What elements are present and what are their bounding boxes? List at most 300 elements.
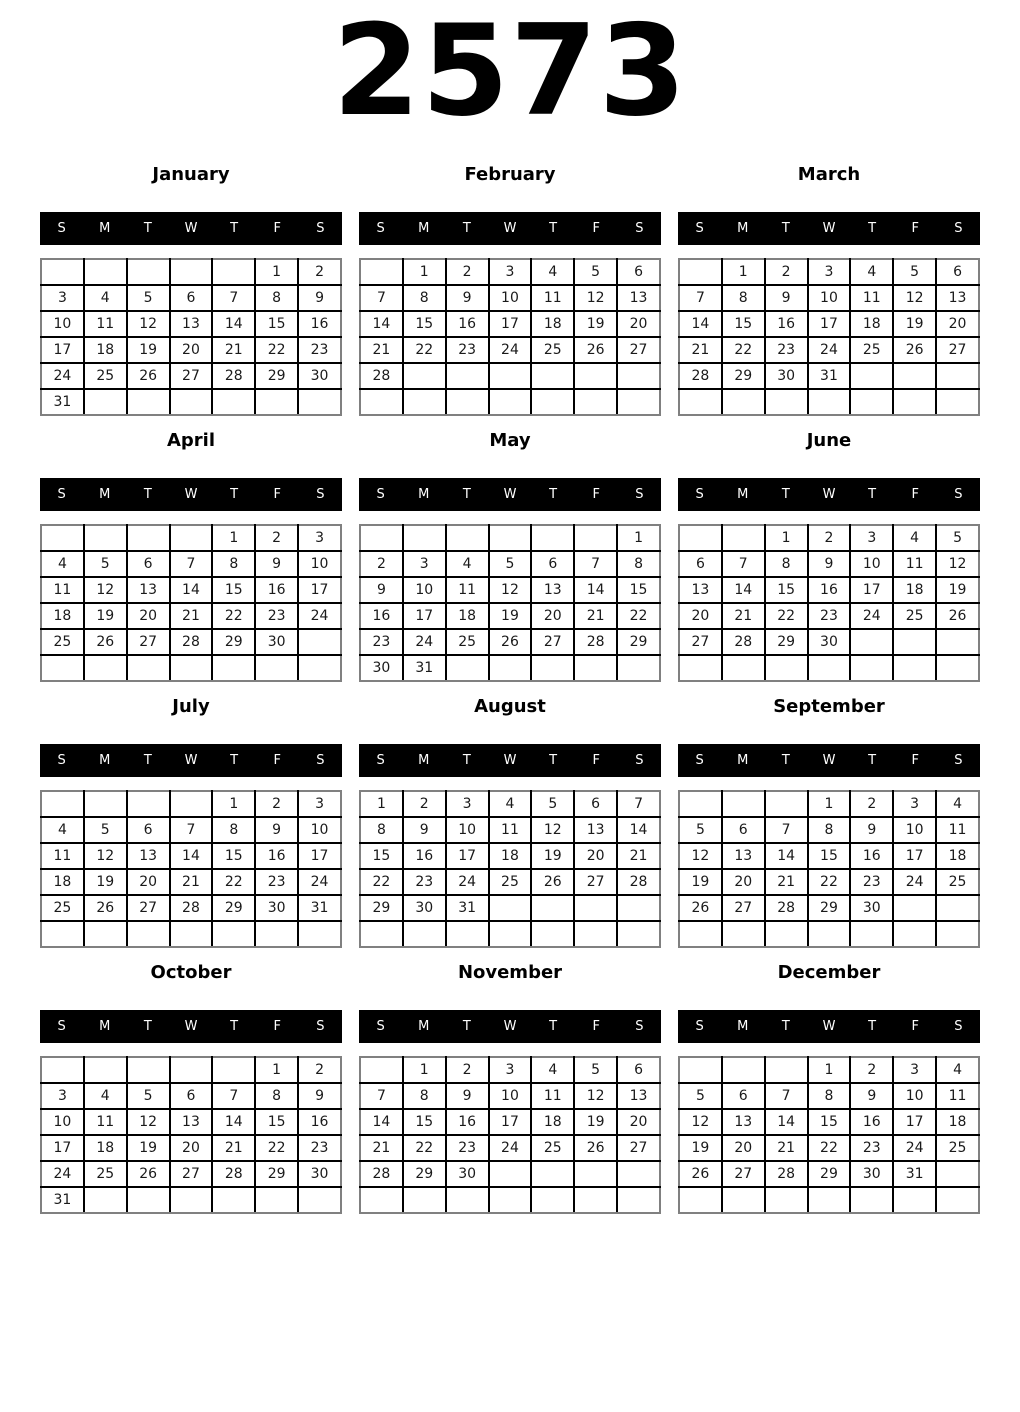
date-cell: 8	[765, 551, 808, 577]
weekday-label: M	[99, 1019, 111, 1034]
weekday-header	[359, 478, 661, 511]
date-cell: 9	[255, 817, 298, 843]
month-title: March	[797, 164, 861, 185]
date-cell: 12	[127, 311, 170, 337]
weekday-label: T	[462, 753, 471, 768]
weekday-label: F	[273, 487, 282, 502]
empty-date-cell	[574, 921, 617, 947]
weekday-label: S	[695, 753, 704, 768]
date-cell: 12	[893, 285, 936, 311]
empty-date-cell	[765, 1187, 808, 1213]
date-cell: 7	[722, 551, 765, 577]
date-cell: 12	[127, 1109, 170, 1135]
date-cell: 10	[41, 311, 84, 337]
date-cell: 4	[84, 285, 127, 311]
date-cell: 21	[617, 843, 660, 869]
date-cell: 1	[403, 1057, 446, 1083]
weekday-label: T	[143, 221, 152, 236]
date-cell: 27	[127, 895, 170, 921]
date-cell: 14	[360, 311, 403, 337]
date-cell: 7	[765, 817, 808, 843]
date-cell: 3	[298, 791, 341, 817]
empty-date-cell	[936, 655, 979, 681]
weekday-label: W	[503, 753, 517, 768]
date-cell: 14	[360, 1109, 403, 1135]
weekday-label: S	[954, 221, 963, 236]
week-row	[679, 1187, 979, 1213]
date-cell: 29	[765, 629, 808, 655]
empty-date-cell	[41, 1057, 84, 1083]
empty-date-cell	[41, 259, 84, 285]
empty-date-cell	[679, 921, 722, 947]
date-cell: 24	[808, 337, 851, 363]
date-cell: 19	[574, 311, 617, 337]
date-cell: 28	[212, 1161, 255, 1187]
date-cell: 22	[212, 869, 255, 895]
month-title: July	[172, 696, 210, 717]
empty-date-cell	[170, 259, 213, 285]
date-cell: 18	[936, 1109, 979, 1135]
date-cell: 6	[936, 259, 979, 285]
date-cell: 12	[84, 843, 127, 869]
month-title: October	[150, 962, 232, 983]
empty-date-cell	[893, 895, 936, 921]
month-block	[359, 164, 661, 416]
date-cell: 9	[255, 551, 298, 577]
date-cell: 10	[298, 817, 341, 843]
date-cell: 28	[765, 895, 808, 921]
empty-date-cell	[403, 1187, 446, 1213]
date-cell: 18	[41, 603, 84, 629]
week-row	[360, 1187, 660, 1213]
empty-date-cell	[360, 1187, 403, 1213]
date-cell: 19	[489, 603, 532, 629]
week-row	[41, 655, 341, 681]
date-cell: 21	[170, 603, 213, 629]
weekday-label: W	[503, 221, 517, 236]
date-cell: 19	[127, 1135, 170, 1161]
empty-date-cell	[127, 259, 170, 285]
date-cell: 4	[41, 817, 84, 843]
date-cell: 18	[850, 311, 893, 337]
date-cell: 16	[446, 311, 489, 337]
date-cell: 6	[531, 551, 574, 577]
date-cell: 23	[403, 869, 446, 895]
date-cell: 1	[722, 259, 765, 285]
month-block	[678, 696, 980, 948]
date-cell: 11	[84, 1109, 127, 1135]
date-cell: 17	[489, 1109, 532, 1135]
date-cell: 14	[170, 577, 213, 603]
empty-date-cell	[212, 1187, 255, 1213]
date-cell: 19	[84, 869, 127, 895]
empty-date-cell	[617, 1187, 660, 1213]
date-cell: 18	[936, 843, 979, 869]
weekday-label: S	[57, 221, 66, 236]
weekday-label: W	[184, 1019, 198, 1034]
empty-date-cell	[446, 655, 489, 681]
empty-date-cell	[84, 1187, 127, 1213]
weekday-label: T	[230, 487, 239, 502]
date-cell: 8	[212, 551, 255, 577]
week-row	[360, 1161, 660, 1187]
empty-date-cell	[212, 389, 255, 415]
date-cell: 19	[679, 1135, 722, 1161]
date-cell: 9	[808, 551, 851, 577]
week-row	[360, 285, 660, 311]
date-cell: 4	[531, 1057, 574, 1083]
week-row	[360, 629, 660, 655]
date-cell: 8	[403, 285, 446, 311]
weekday-label: W	[822, 221, 836, 236]
date-cell: 21	[212, 337, 255, 363]
date-cell: 20	[531, 603, 574, 629]
date-cell: 3	[446, 791, 489, 817]
date-cell: 12	[489, 577, 532, 603]
date-cell: 23	[255, 603, 298, 629]
date-cell: 15	[808, 843, 851, 869]
date-cell: 24	[850, 603, 893, 629]
empty-date-cell	[850, 389, 893, 415]
date-cell: 12	[531, 817, 574, 843]
date-cell: 25	[531, 1135, 574, 1161]
week-row	[679, 1161, 979, 1187]
weekday-label: S	[57, 487, 66, 502]
weekday-label: W	[503, 487, 517, 502]
date-cell: 3	[893, 791, 936, 817]
date-cell: 19	[936, 577, 979, 603]
date-cell: 26	[574, 337, 617, 363]
weekday-label: T	[781, 1019, 790, 1034]
date-cell: 25	[84, 363, 127, 389]
date-cell: 19	[893, 311, 936, 337]
weekday-label: S	[954, 487, 963, 502]
empty-date-cell	[298, 1187, 341, 1213]
date-cell: 16	[765, 311, 808, 337]
date-cell: 21	[722, 603, 765, 629]
empty-date-cell	[722, 389, 765, 415]
empty-date-cell	[850, 363, 893, 389]
date-cell: 30	[360, 655, 403, 681]
weekday-label: T	[868, 221, 877, 236]
date-cell: 30	[255, 895, 298, 921]
months-grid	[0, 164, 1020, 1214]
empty-date-cell	[41, 921, 84, 947]
weekday-label: M	[737, 487, 749, 502]
empty-date-cell	[574, 655, 617, 681]
empty-date-cell	[489, 921, 532, 947]
weekday-label: S	[376, 753, 385, 768]
week-row	[41, 363, 341, 389]
week-row	[41, 921, 341, 947]
week-row	[679, 259, 979, 285]
week-row	[41, 817, 341, 843]
date-cell: 16	[298, 311, 341, 337]
date-cell: 20	[936, 311, 979, 337]
date-cell: 24	[446, 869, 489, 895]
date-cell: 3	[298, 525, 341, 551]
date-cell: 23	[298, 337, 341, 363]
month-title: May	[489, 430, 531, 451]
date-cell: 21	[679, 337, 722, 363]
date-cell: 15	[360, 843, 403, 869]
week-row	[360, 1109, 660, 1135]
date-cell: 14	[212, 311, 255, 337]
empty-date-cell	[893, 629, 936, 655]
date-cell: 21	[360, 337, 403, 363]
date-cell: 12	[574, 285, 617, 311]
weekday-label: S	[695, 1019, 704, 1034]
date-cell: 29	[808, 895, 851, 921]
date-cell: 7	[212, 285, 255, 311]
date-cell: 7	[170, 817, 213, 843]
date-cell: 20	[574, 843, 617, 869]
empty-date-cell	[170, 389, 213, 415]
date-cell: 1	[403, 259, 446, 285]
week-row	[41, 1135, 341, 1161]
date-cell: 30	[850, 895, 893, 921]
date-cell: 27	[127, 629, 170, 655]
week-row	[679, 337, 979, 363]
empty-date-cell	[489, 389, 532, 415]
empty-date-cell	[893, 389, 936, 415]
empty-date-cell	[403, 363, 446, 389]
empty-date-cell	[850, 921, 893, 947]
empty-date-cell	[298, 389, 341, 415]
empty-date-cell	[360, 389, 403, 415]
date-cell: 5	[679, 1083, 722, 1109]
month-title: November	[457, 962, 563, 983]
date-cell: 10	[489, 1083, 532, 1109]
empty-date-cell	[446, 1187, 489, 1213]
empty-date-cell	[127, 525, 170, 551]
empty-date-cell	[298, 629, 341, 655]
date-cell: 22	[255, 1135, 298, 1161]
date-cell: 11	[531, 285, 574, 311]
date-cell: 3	[403, 551, 446, 577]
week-row	[41, 337, 341, 363]
date-cell: 15	[403, 311, 446, 337]
empty-date-cell	[722, 921, 765, 947]
date-cell: 1	[255, 259, 298, 285]
weekday-label: T	[143, 487, 152, 502]
weekday-label: S	[376, 487, 385, 502]
date-cell: 7	[617, 791, 660, 817]
date-cell: 4	[936, 791, 979, 817]
date-grid	[40, 790, 342, 948]
date-cell: 17	[850, 577, 893, 603]
date-cell: 25	[84, 1161, 127, 1187]
week-row	[360, 791, 660, 817]
date-cell: 29	[212, 629, 255, 655]
date-cell: 13	[679, 577, 722, 603]
empty-date-cell	[170, 1057, 213, 1083]
date-cell: 8	[808, 817, 851, 843]
date-cell: 17	[446, 843, 489, 869]
month-block	[678, 962, 980, 1214]
date-cell: 13	[722, 843, 765, 869]
empty-date-cell	[212, 259, 255, 285]
empty-date-cell	[446, 363, 489, 389]
date-cell: 3	[808, 259, 851, 285]
date-cell: 16	[360, 603, 403, 629]
weekday-header	[40, 478, 342, 511]
weekday-header	[678, 1010, 980, 1043]
date-cell: 27	[617, 337, 660, 363]
date-grid	[678, 258, 980, 416]
date-cell: 31	[403, 655, 446, 681]
empty-date-cell	[298, 921, 341, 947]
date-cell: 22	[255, 337, 298, 363]
date-cell: 5	[936, 525, 979, 551]
weekday-label: T	[462, 487, 471, 502]
weekday-label: T	[549, 487, 558, 502]
week-row	[41, 525, 341, 551]
empty-date-cell	[679, 1187, 722, 1213]
date-cell: 5	[679, 817, 722, 843]
empty-date-cell	[936, 895, 979, 921]
date-cell: 9	[765, 285, 808, 311]
empty-date-cell	[84, 389, 127, 415]
weekday-label: T	[230, 753, 239, 768]
date-cell: 9	[446, 285, 489, 311]
empty-date-cell	[574, 1187, 617, 1213]
date-cell: 9	[298, 1083, 341, 1109]
empty-date-cell	[403, 389, 446, 415]
date-cell: 28	[212, 363, 255, 389]
weekday-label: F	[911, 753, 920, 768]
date-cell: 28	[574, 629, 617, 655]
date-cell: 27	[574, 869, 617, 895]
empty-date-cell	[936, 363, 979, 389]
date-cell: 13	[170, 311, 213, 337]
date-cell: 17	[298, 577, 341, 603]
date-cell: 3	[41, 1083, 84, 1109]
weekday-header	[678, 212, 980, 245]
date-cell: 2	[446, 1057, 489, 1083]
date-cell: 18	[531, 1109, 574, 1135]
date-cell: 21	[170, 869, 213, 895]
month-block	[359, 962, 661, 1214]
date-cell: 23	[808, 603, 851, 629]
empty-date-cell	[574, 1161, 617, 1187]
date-cell: 1	[360, 791, 403, 817]
empty-date-cell	[446, 389, 489, 415]
date-cell: 31	[41, 389, 84, 415]
date-cell: 14	[722, 577, 765, 603]
weekday-label: S	[695, 487, 704, 502]
year-title: 2573	[332, 0, 688, 144]
weekday-label: T	[549, 221, 558, 236]
weekday-label: M	[418, 753, 430, 768]
week-row	[679, 1057, 979, 1083]
empty-date-cell	[170, 525, 213, 551]
date-cell: 26	[893, 337, 936, 363]
date-cell: 11	[489, 817, 532, 843]
weekday-label: W	[822, 1019, 836, 1034]
empty-date-cell	[531, 921, 574, 947]
date-cell: 3	[489, 1057, 532, 1083]
date-cell: 16	[255, 577, 298, 603]
date-cell: 24	[41, 363, 84, 389]
weekday-header	[678, 744, 980, 777]
weekday-label: W	[822, 487, 836, 502]
week-row	[679, 817, 979, 843]
month-block	[359, 696, 661, 948]
date-cell: 15	[617, 577, 660, 603]
weekday-header	[359, 1010, 661, 1043]
date-cell: 31	[446, 895, 489, 921]
date-cell: 16	[403, 843, 446, 869]
empty-date-cell	[531, 655, 574, 681]
week-row	[360, 1057, 660, 1083]
empty-date-cell	[936, 389, 979, 415]
week-row	[679, 389, 979, 415]
empty-date-cell	[360, 921, 403, 947]
empty-date-cell	[808, 1187, 851, 1213]
weekday-label: S	[376, 1019, 385, 1034]
week-row	[360, 1083, 660, 1109]
date-cell: 2	[850, 1057, 893, 1083]
date-cell: 7	[765, 1083, 808, 1109]
week-row	[41, 869, 341, 895]
date-cell: 10	[893, 817, 936, 843]
week-row	[679, 1109, 979, 1135]
date-cell: 22	[403, 1135, 446, 1161]
date-cell: 28	[170, 895, 213, 921]
date-grid	[40, 258, 342, 416]
date-cell: 12	[679, 1109, 722, 1135]
date-grid	[40, 524, 342, 682]
date-cell: 13	[170, 1109, 213, 1135]
week-row	[679, 869, 979, 895]
weekday-label: T	[781, 487, 790, 502]
date-cell: 21	[212, 1135, 255, 1161]
empty-date-cell	[722, 1057, 765, 1083]
empty-date-cell	[574, 363, 617, 389]
week-row	[679, 791, 979, 817]
date-cell: 31	[808, 363, 851, 389]
date-cell: 29	[617, 629, 660, 655]
date-cell: 25	[850, 337, 893, 363]
date-cell: 9	[403, 817, 446, 843]
empty-date-cell	[212, 921, 255, 947]
date-cell: 20	[170, 1135, 213, 1161]
date-cell: 11	[446, 577, 489, 603]
empty-date-cell	[893, 921, 936, 947]
empty-date-cell	[679, 1057, 722, 1083]
weekday-label: S	[316, 221, 325, 236]
date-cell: 7	[170, 551, 213, 577]
date-cell: 28	[617, 869, 660, 895]
date-cell: 10	[403, 577, 446, 603]
date-cell: 14	[212, 1109, 255, 1135]
weekday-label: T	[868, 487, 877, 502]
date-cell: 26	[127, 363, 170, 389]
date-cell: 22	[212, 603, 255, 629]
month-title: August	[474, 696, 546, 717]
week-row	[679, 551, 979, 577]
date-cell: 20	[617, 311, 660, 337]
week-row	[41, 1161, 341, 1187]
empty-date-cell	[127, 655, 170, 681]
weekday-label: T	[549, 1019, 558, 1034]
week-row	[41, 311, 341, 337]
weekday-label: T	[781, 221, 790, 236]
weekday-label: F	[273, 1019, 282, 1034]
date-cell: 8	[255, 1083, 298, 1109]
date-cell: 6	[617, 1057, 660, 1083]
